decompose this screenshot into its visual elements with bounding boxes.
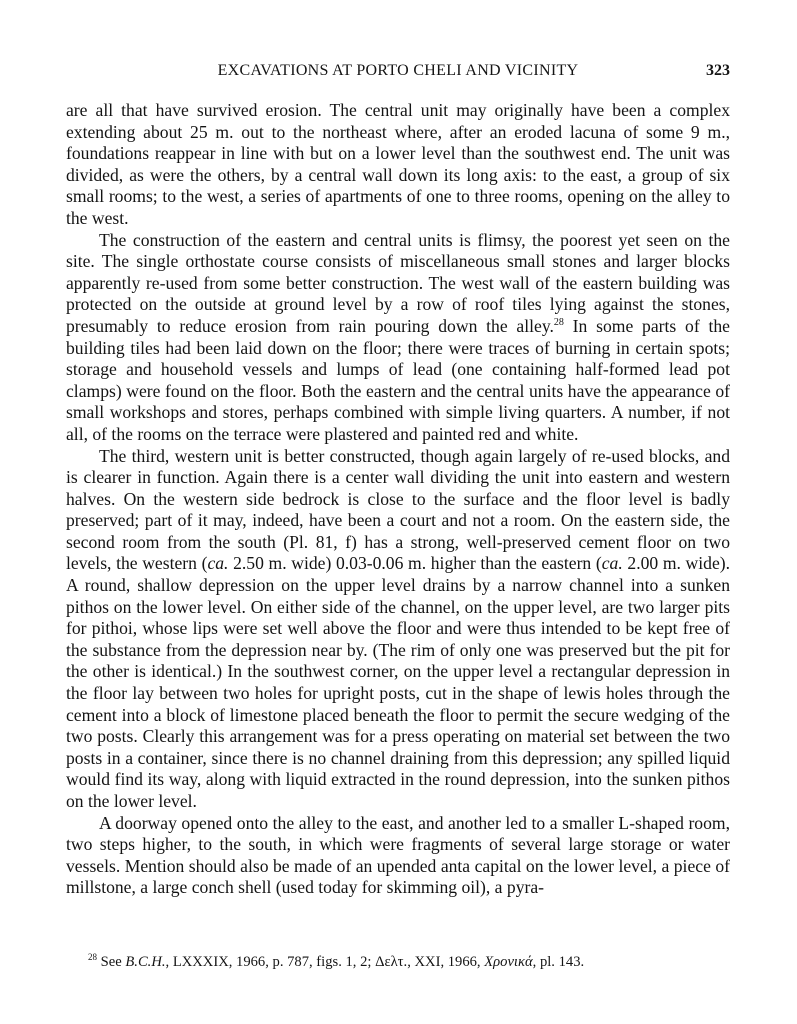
paragraph-4: A doorway opened onto the alley to the east, and another led to a smaller L-shaped room, two steps higher, to the south, in which were fragments of several large storage or water vessels. Mention should also be made of an upended anta capital on the lower level, a piece of millstone, a large conch shell (used today for skimming oil), a pyra- [66,812,730,898]
footnote-see: See [97,954,126,970]
footnote-delt: Δελτ. [375,954,408,970]
running-head [66,60,730,84]
footnote-28 [88,953,728,971]
paragraph-3 [66,446,730,813]
paragraph-3-text-c: 2.00 m. wide). A round, shallow depression on the upper level drains by a narrow channel into a sunken pithos on the lower level. On either side of the channel, on the upper level, are two larger pits for pithoi, whose lips were set well above the floor and were thus intended to be kept free of the substance from the depression near by. (The rim of only one was preserved but the pit for the other is identical.) In the southwest corner, on the upper level a rectangular depression in the floor lay between two holes for upright posts, cut in the shape of lewis holes through the cement into a block of limestone placed beneath the floor to permit the secure wedging of the two posts. Clearly this arrangement was for a press operating on material set between the two posts in a container, since there is no channel draining from this depression; any spilled liquid would find its way, along with liquid extracted in the round depression, into the sunken pithos on the lower level. [66,553,731,811]
footnote-bch: B.C.H. [125,954,166,970]
footnote-number: 28 [88,952,97,963]
paragraph-3-text-b: 2.50 m. wide) 0.03-0.06 m. higher than the eastern ( [228,553,602,574]
circa-abbrev: ca. [601,553,623,574]
body-text [66,100,730,899]
page-number: 323 [706,62,730,79]
paragraph-2 [66,230,730,446]
paragraph-2-text-a: The construction of the eastern and central units is flimsy, the poorest yet seen on the site. The single orthostate course consists of miscellaneous small stones and larger blocks apparently re-used from some better construction. The west wall of the eastern building was protected on the outside at ground level by a row of roof tiles lying against the stones, presumably to reduce erosion from rain pouring down the alley. [66,229,730,336]
footnote-ref-28[interactable]: 28 [553,317,564,329]
running-title: EXCAVATIONS AT PORTO CHELI AND VICINITY [217,62,579,79]
footnote-chronika: Χρονικά [484,954,533,970]
footnote-part-a: , LXXXIX, 1966, p. 787, figs. 1, 2; [165,954,376,970]
paragraph-2-text-b: In some parts of the building tiles had been laid down on the floor; there were traces of burning in certain spots; storage and household vessels and lumps of lead (one containing half-formed lead pot clamps) were found on the floor. Both the eastern and the central units have the appearance of small workshops and stores, perhaps combined with simple living quarters. A number, if not all, of the rooms on the terrace were plastered and painted red and white. [66,315,730,444]
circa-abbrev: ca. [207,553,229,574]
footnote-part-c: , pl. 143. [532,954,585,970]
paragraph-1: are all that have survived erosion. The central unit may originally have been a complex extending about 25 m. out to the northeast where, after an eroded lacuna of some 9 m., foundations reappear in line with but on a lower level than the southwest end. The unit was divided, as were the others, by a central wall down its long axis: to the east, a group of six small rooms; to the west, a series of apartments of one to three rooms, opening on the alley to the west. [66,100,730,228]
footnote-part-b: , XXI, 1966, [407,954,485,970]
paragraph-3-text-a: The third, western unit is better constructed, though again largely of re-used blocks, and is clearer in function. Again there is a center wall dividing the unit into eastern and western halves. On the western side bedrock is close to the surface and the floor level is badly preserved; part of it may, indeed, have been a court and not a room. On the eastern side, the second room from the south (Pl. 81, f) has a strong, well-preserved cement floor on two levels, the western ( [66,445,730,574]
